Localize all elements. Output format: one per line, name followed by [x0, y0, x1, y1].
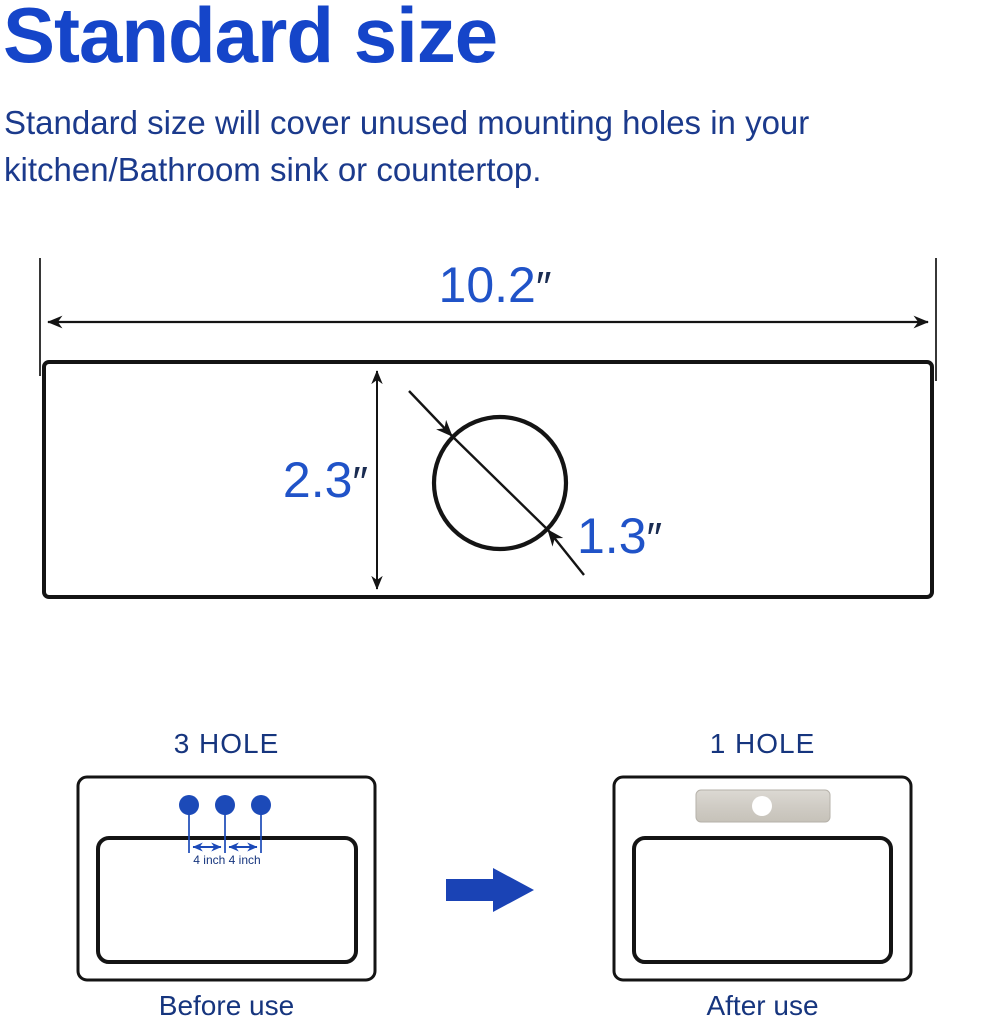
after-basin-outline — [634, 838, 891, 962]
hole-spacing-label: 4 inch 4 inch — [193, 853, 261, 867]
cover-plate-outline — [44, 362, 932, 597]
after-caption: After use — [706, 990, 819, 1021]
mounting-hole-1 — [179, 795, 199, 815]
width-value: 10.2 — [438, 257, 536, 313]
transform-arrow-icon — [446, 868, 534, 912]
diameter-unit: ″ — [646, 514, 663, 563]
before-caption: Before use — [158, 990, 295, 1021]
subtitle-line-2: kitchen/Bathroom sink or countertop. — [4, 151, 542, 188]
after-hole-count-label: 1 HOLE — [709, 728, 816, 759]
width-unit: ″ — [535, 263, 552, 312]
mounting-hole-3 — [251, 795, 271, 815]
mounting-hole-2 — [215, 795, 235, 815]
width-dimension-label — [390, 259, 600, 314]
height-unit: ″ — [352, 458, 368, 507]
page-title: Standard size — [3, 0, 498, 79]
height-value: 2.3 — [282, 452, 353, 508]
subtitle-line-1: Standard size will cover unused mounting holes in your — [4, 104, 810, 141]
installed-plate-hole — [752, 796, 772, 816]
diameter-dimension-label — [577, 510, 662, 565]
diameter-value: 1.3 — [577, 508, 647, 564]
height-dimension-label — [230, 454, 368, 509]
before-hole-count-label: 3 HOLE — [173, 728, 280, 759]
